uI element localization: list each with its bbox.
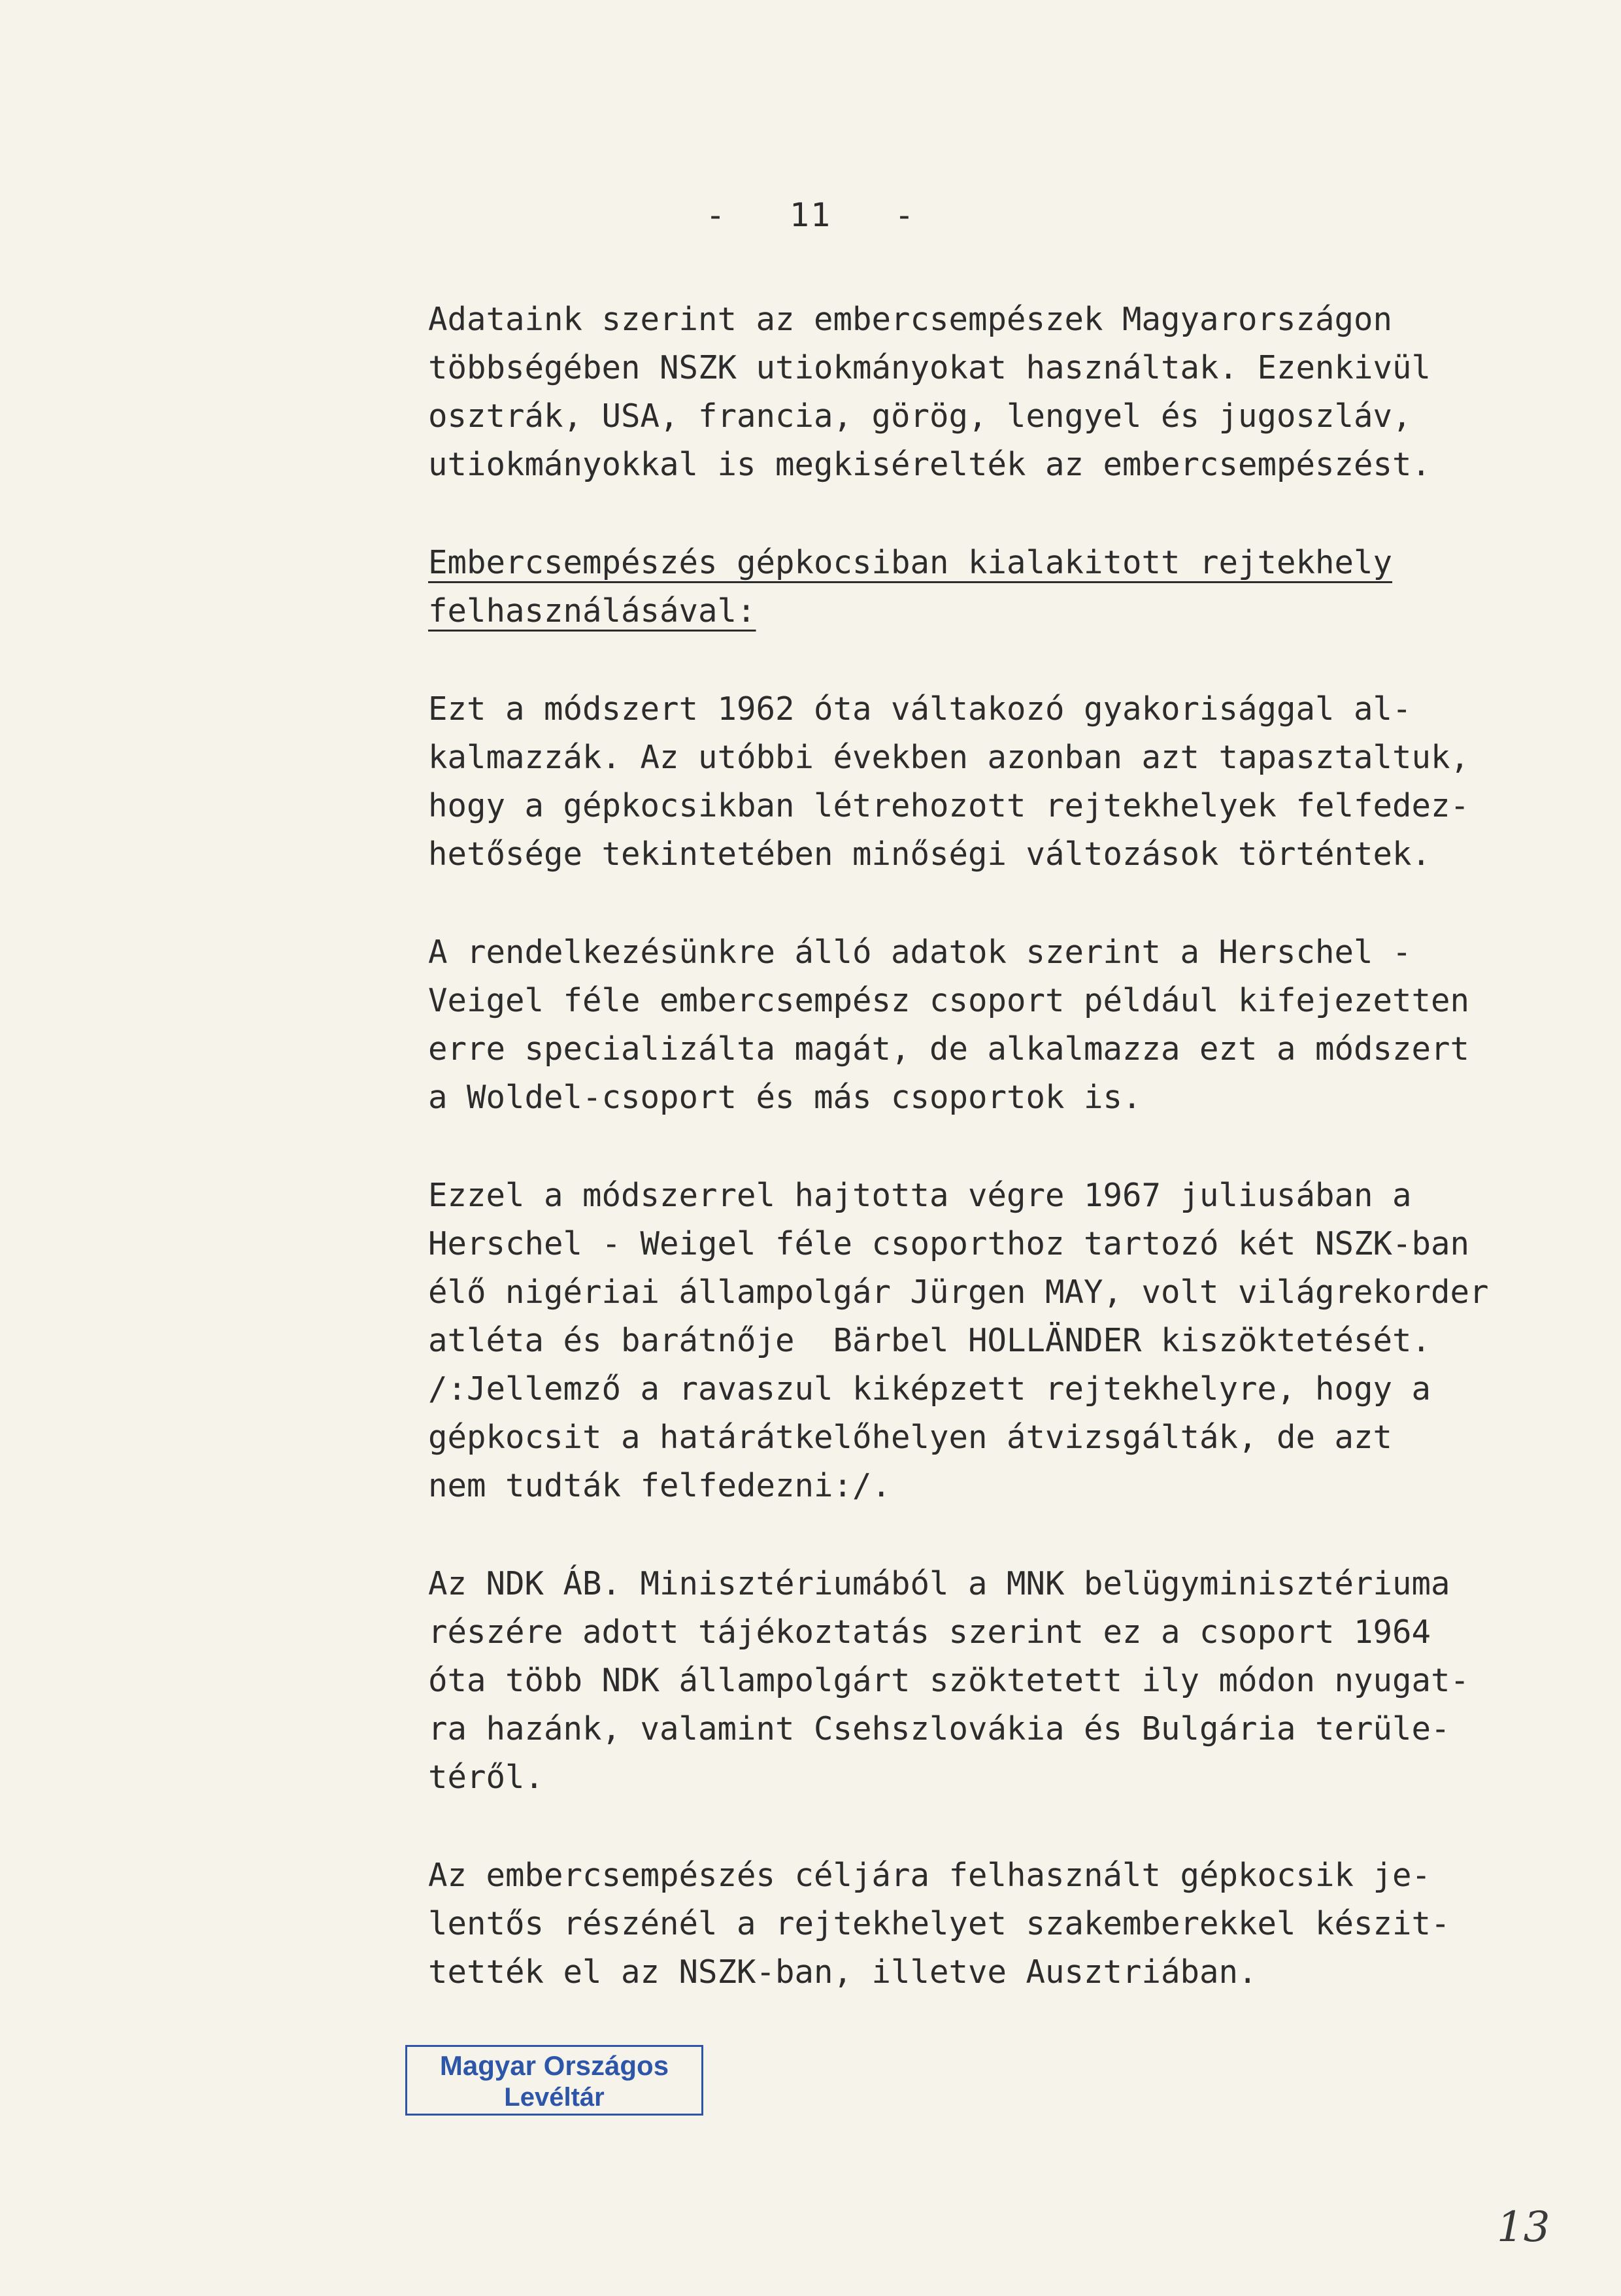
text-line: utiokmányokkal is megkisérelték az embercsempészést. [428, 446, 1431, 483]
text-line: erre specializálta magát, de alkalmazza ezt a módszert [428, 1030, 1470, 1068]
text-line: óta több NDK állampolgárt szöktetett ily módon nyugat- [428, 1662, 1470, 1699]
paragraph-2 [428, 685, 1552, 879]
text-line: Herschel - Weigel féle csoporthoz tartozó két NSZK-ban [428, 1225, 1470, 1262]
paragraph-6 [428, 1851, 1552, 1997]
text-line: többségében NSZK utiokmányokat használtak. Ezenkivül [428, 349, 1431, 386]
section-heading [428, 539, 1552, 635]
text-line: A rendelkezésünkre álló adatok szerint a Herschel - [428, 934, 1412, 971]
page-number: - 11 - [705, 196, 916, 234]
text-line: élő nigériai állampolgár Jürgen MAY, volt világrekorder [428, 1274, 1489, 1311]
text-line: tették el az NSZK-ban, illetve Ausztriában. [428, 1953, 1258, 1991]
text-line: hogy a gépkocsikban létrehozott rejtekhelyek felfedez- [428, 787, 1470, 824]
heading-line: felhasználásával: [428, 592, 756, 630]
text-line: kalmazzák. Az utóbbi években azonban azt tapasztaltuk, [428, 739, 1470, 776]
archive-stamp [405, 2045, 703, 2116]
text-line: téről. [428, 1759, 544, 1796]
paragraph-1 [428, 295, 1552, 489]
text-line: Az embercsempészés céljára felhasznált gépkocsik je- [428, 1857, 1431, 1894]
document-body [428, 295, 1552, 1997]
stamp-line-1: Magyar Országos [439, 2050, 669, 2081]
text-line: Veigel féle embercsempész csoport például kifejezetten [428, 982, 1470, 1019]
heading-line: Embercsempészés gépkocsiban kialakitott rejtekhely [428, 544, 1393, 581]
paragraph-5 [428, 1560, 1552, 1802]
text-line: részére adott tájékoztatás szerint ez a csoport 1964 [428, 1613, 1431, 1651]
text-line: osztrák, USA, francia, görög, lengyel és jugoszláv, [428, 397, 1412, 435]
text-line: Adataink szerint az embercsempészek Magyarországon [428, 301, 1393, 338]
text-line: gépkocsit a határátkelőhelyen átvizsgálták, de azt [428, 1419, 1393, 1456]
paragraph-4 [428, 1172, 1552, 1510]
text-line: Ezt a módszert 1962 óta váltakozó gyakorisággal al- [428, 690, 1412, 728]
stamp-line-2: Levéltár [504, 2083, 605, 2112]
paragraph-3 [428, 928, 1552, 1122]
text-line: /:Jellemző a ravaszul kiképzett rejtekhelyre, hogy a [428, 1370, 1431, 1408]
text-line: nem tudták felfedezni:/. [428, 1467, 892, 1504]
folio-number: 13 [1497, 2203, 1550, 2252]
text-line: lentős részénél a rejtekhelyet szakemberekkel készit- [428, 1905, 1450, 1942]
text-line: hetősége tekintetében minőségi változások történtek. [428, 836, 1431, 873]
text-line: Ezzel a módszerrel hajtotta végre 1967 juliusában a [428, 1177, 1412, 1214]
text-line: a Woldel-csoport és más csoportok is. [428, 1079, 1142, 1116]
text-line: Az NDK ÁB. Minisztériumából a MNK belügyminisztériuma [428, 1565, 1450, 1602]
text-line: atléta és barátnője Bärbel HOLLÄNDER kiszöktetését. [428, 1322, 1431, 1359]
text-line: ra hazánk, valamint Csehszlovákia és Bulgária terüle- [428, 1710, 1450, 1747]
